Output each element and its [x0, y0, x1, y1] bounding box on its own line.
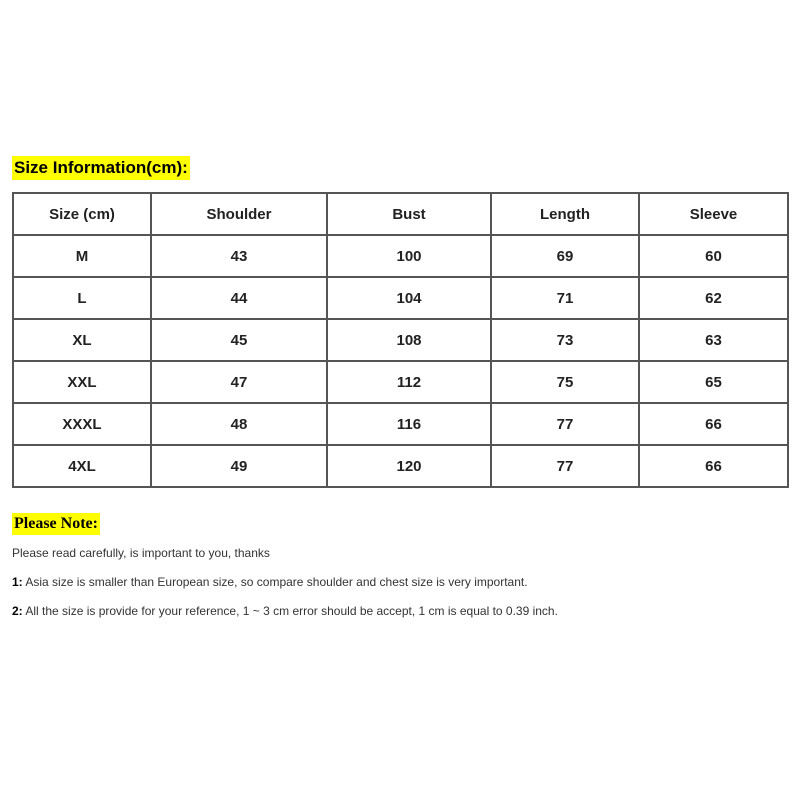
cell-shoulder: 48 — [151, 403, 327, 445]
cell-sleeve: 63 — [639, 319, 788, 361]
note-item-2 — [12, 604, 558, 618]
cell-size: M — [13, 235, 151, 277]
cell-length: 73 — [491, 319, 639, 361]
size-info-heading: Size Information(cm): — [12, 156, 190, 180]
table-row — [13, 361, 788, 403]
header-shoulder: Shoulder — [151, 193, 327, 235]
cell-size: L — [13, 277, 151, 319]
header-bust: Bust — [327, 193, 491, 235]
note-intro: Please read carefully, is important to you, thanks — [12, 546, 270, 560]
cell-shoulder: 45 — [151, 319, 327, 361]
table-row — [13, 235, 788, 277]
cell-size: XXL — [13, 361, 151, 403]
size-table — [12, 192, 789, 488]
cell-bust: 108 — [327, 319, 491, 361]
cell-size: XL — [13, 319, 151, 361]
cell-size: 4XL — [13, 445, 151, 487]
cell-sleeve: 66 — [639, 445, 788, 487]
cell-sleeve: 66 — [639, 403, 788, 445]
table-row — [13, 445, 788, 487]
cell-length: 69 — [491, 235, 639, 277]
cell-length: 75 — [491, 361, 639, 403]
cell-bust: 116 — [327, 403, 491, 445]
cell-shoulder: 43 — [151, 235, 327, 277]
cell-bust: 120 — [327, 445, 491, 487]
note-item-number: 1: — [12, 575, 23, 589]
cell-sleeve: 60 — [639, 235, 788, 277]
note-heading: Please Note: — [12, 513, 100, 535]
table-header-row — [13, 193, 788, 235]
note-item-text: Asia size is smaller than European size, so compare shoulder and chest size is very important. — [22, 575, 528, 589]
cell-shoulder: 49 — [151, 445, 327, 487]
table-row — [13, 403, 788, 445]
header-size: Size (cm) — [13, 193, 151, 235]
cell-bust: 100 — [327, 235, 491, 277]
cell-length: 77 — [491, 445, 639, 487]
cell-length: 77 — [491, 403, 639, 445]
cell-length: 71 — [491, 277, 639, 319]
header-length: Length — [491, 193, 639, 235]
cell-shoulder: 47 — [151, 361, 327, 403]
header-sleeve: Sleeve — [639, 193, 788, 235]
cell-sleeve: 62 — [639, 277, 788, 319]
cell-sleeve: 65 — [639, 361, 788, 403]
cell-bust: 112 — [327, 361, 491, 403]
cell-bust: 104 — [327, 277, 491, 319]
table-row — [13, 319, 788, 361]
table-row — [13, 277, 788, 319]
note-item-1 — [12, 575, 528, 589]
note-item-text: All the size is provide for your reference, 1 ~ 3 cm error should be accept, 1 cm is equal to 0.39 inch. — [22, 604, 558, 618]
cell-size: XXXL — [13, 403, 151, 445]
cell-shoulder: 44 — [151, 277, 327, 319]
note-item-number: 2: — [12, 604, 23, 618]
